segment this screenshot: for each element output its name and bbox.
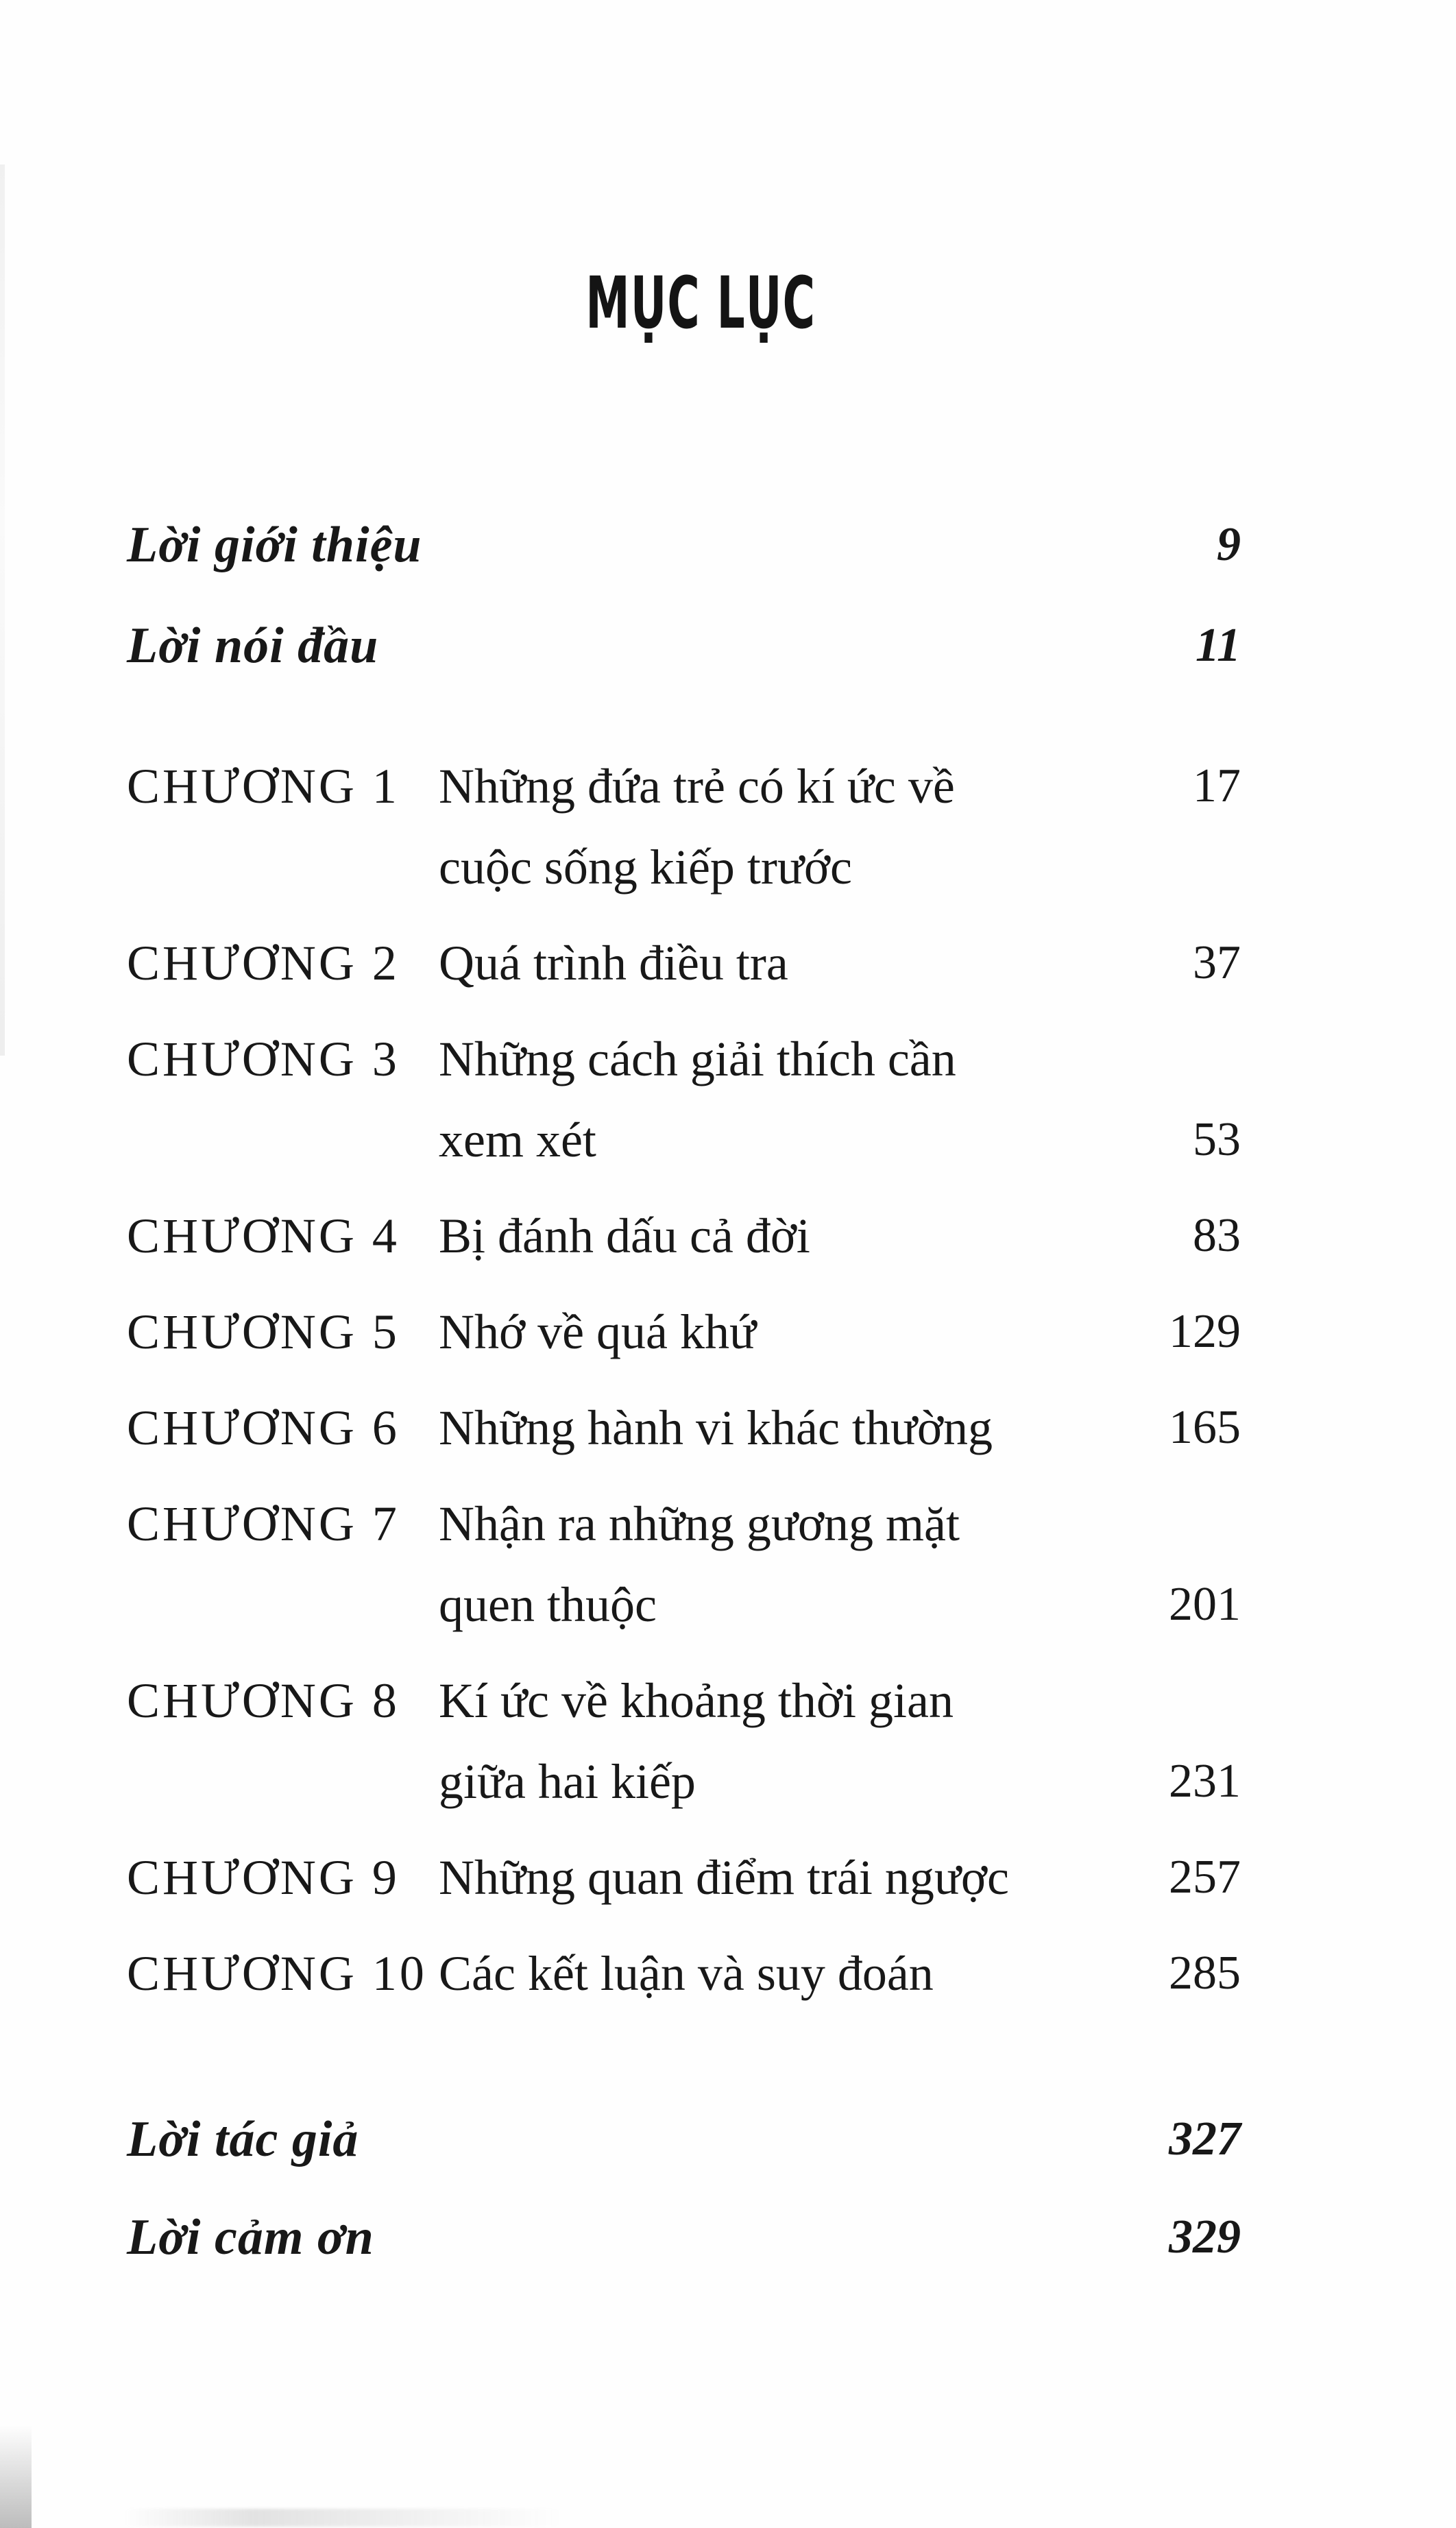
chapter-page-number: 53 [1193,1113,1241,1166]
entry-label: Lời tác giả [127,2111,359,2167]
chapter-title-line: Các kết luận và suy đoán [439,1946,934,2001]
chapter-title [439,1387,1104,1468]
entry-page-number: 329 [1169,2211,1241,2263]
chapter-page-number: 17 [1193,759,1241,812]
chapter-title-line: xem xét [439,1113,596,1167]
front-matter-section [127,511,1241,680]
chapter-page-number: 165 [1169,1401,1241,1454]
toc-entry [127,1291,1241,1372]
chapter-title [439,746,1104,908]
toc-entry [127,746,1241,908]
chapter-title-line: Kí ức về khoảng thời gian [439,1673,954,1728]
chapter-page-number: 129 [1169,1305,1241,1358]
chapter-title-line: Những cách giải thích cần [439,1032,956,1086]
toc-entry [127,511,1241,579]
entry-label: Lời giới thiệu [127,517,422,573]
toc-entry [127,1387,1241,1468]
chapter-page-number: 201 [1169,1578,1241,1631]
chapter-label: CHƯƠNG 3 [127,1032,400,1086]
toc-entry [127,1660,1241,1822]
chapter-title [439,1483,1104,1645]
scan-artifact-bottom-streak [123,2509,562,2527]
toc-entry [127,1019,1241,1180]
toc-entry [127,1483,1241,1645]
toc-entry [127,1933,1241,2014]
chapter-label: CHƯƠNG 4 [127,1208,400,1263]
chapter-title [439,1837,1104,1918]
chapter-title-line: Nhận ra những gương mặt [439,1496,960,1551]
chapter-title [439,1933,1104,2014]
chapter-title-line: Quá trình điều tra [439,936,788,990]
chapter-title-line: Những hành vi khác thường [439,1400,993,1455]
chapter-title-line: giữa hai kiếp [439,1754,696,1809]
chapter-title-line: Những đứa trẻ có kí ức về [439,759,955,814]
entry-page-number: 9 [1217,518,1241,571]
chapter-label: CHƯƠNG 2 [127,936,400,990]
chapter-title-line: quen thuộc [439,1577,657,1632]
entry-label: Lời cảm ơn [127,2209,374,2265]
toc-entry [127,2105,1241,2174]
chapter-page-number: 257 [1169,1851,1241,1904]
back-matter-section [127,2105,1241,2272]
chapter-label: CHƯƠNG 10 [127,1946,427,2001]
toc-content [127,0,1241,2301]
chapter-page-number: 37 [1193,936,1241,989]
chapter-label: CHƯƠNG 9 [127,1850,400,1905]
chapter-title [439,923,1104,1004]
toc-entry [127,1837,1241,1918]
chapters-section [127,746,1241,2014]
chapter-label: CHƯƠNG 6 [127,1400,400,1455]
entry-page-number: 11 [1195,619,1241,672]
chapter-page-number: 83 [1193,1209,1241,1262]
page-title: MỤC LỤC [585,261,816,345]
entry-page-number: 327 [1169,2113,1241,2165]
entry-label: Lời nói đầu [127,618,379,674]
toc-entry [127,611,1241,680]
scan-artifact-left-edge [0,165,5,1056]
toc-entry [127,923,1241,1004]
chapter-title-line: Nhớ về quá khứ [439,1304,757,1359]
toc-entry [127,1195,1241,1276]
toc-entry [127,2203,1241,2272]
scan-artifact-bottom-left-corner [0,2425,32,2528]
chapter-page-number: 231 [1169,1755,1241,1808]
chapter-label: CHƯƠNG 5 [127,1304,400,1359]
chapter-title-line: cuộc sống kiếp trước [439,840,852,895]
chapter-label: CHƯƠNG 8 [127,1673,400,1728]
chapter-page-number: 285 [1169,1947,1241,2000]
chapter-title [439,1019,1104,1180]
chapter-title-line: Bị đánh dấu cả đời [439,1208,810,1263]
chapter-title-line: Những quan điểm trái ngược [439,1850,1009,1905]
chapter-title [439,1195,1104,1276]
chapter-label: CHƯƠNG 7 [127,1496,400,1551]
chapter-title [439,1660,1104,1822]
chapter-label: CHƯƠNG 1 [127,759,400,814]
chapter-title [439,1291,1104,1372]
